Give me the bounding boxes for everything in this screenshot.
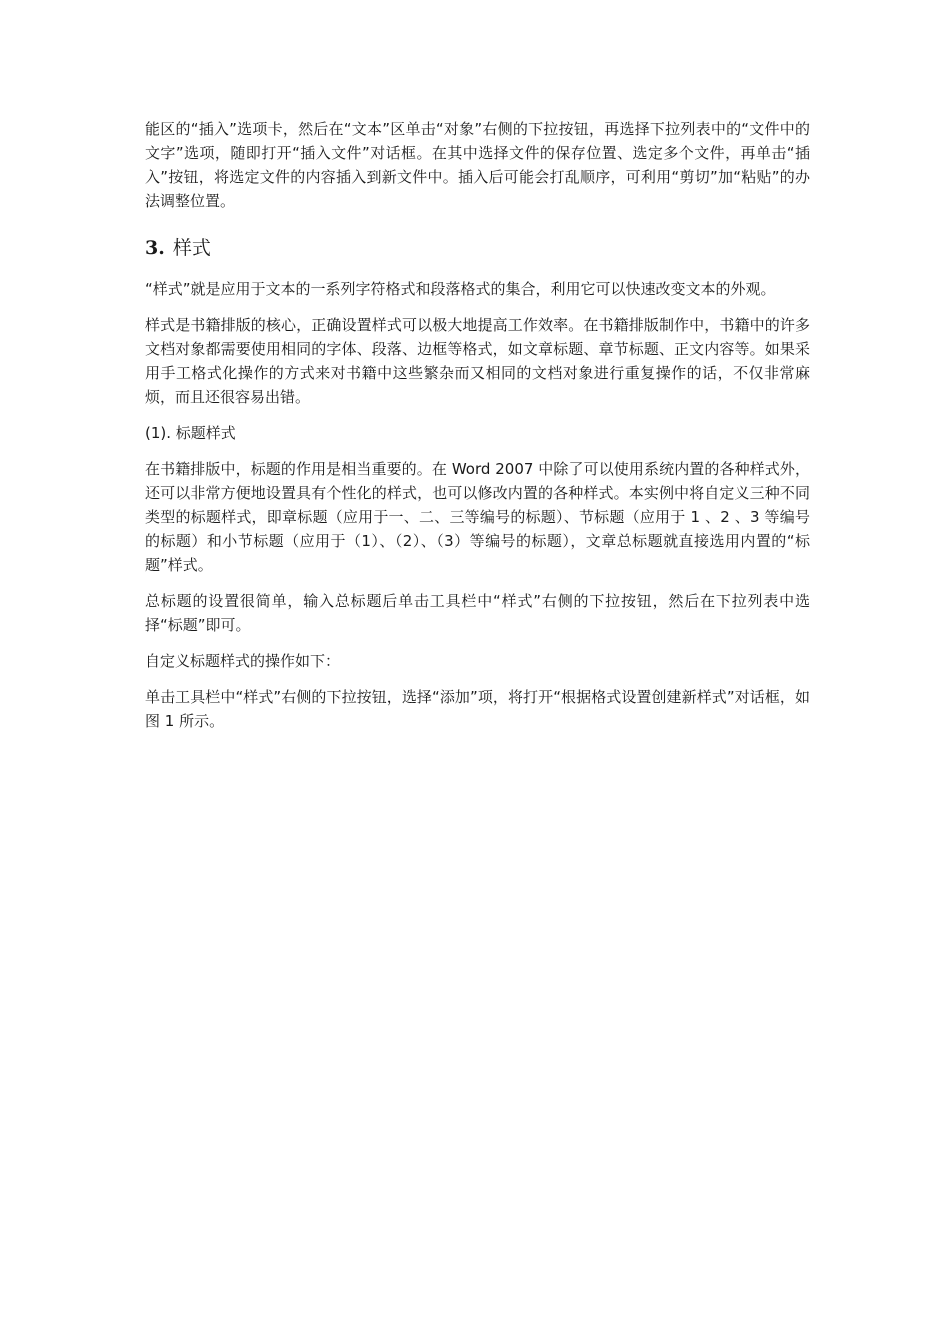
paragraph-main-title: 总标题的设置很简单，输入总标题后单击工具栏中“样式”右侧的下拉按钮，然后在下拉列表中选择“标题”即可。: [145, 592, 810, 634]
paragraph-style-definition: “样式”就是应用于文本的一系列字符格式和段落格式的集合，利用它可以快速改变文本的外观。: [145, 280, 776, 298]
paragraph-custom-intro: 自定义标题样式的操作如下：: [145, 652, 341, 670]
paragraph-custom-step: 单击工具栏中“样式”右侧的下拉按钮，选择“添加”项，将打开“根据格式设置创建新样式”对话框，如图 1 所示。: [145, 688, 810, 730]
paragraph-intro: 能区的“插入”选项卡，然后在“文本”区单击“对象”右侧的下拉按钮，再选择下拉列表中的“文件中的文字”选项，随即打开“插入文件”对话框。在其中选择文件的保存位置、选定多个文件，再单击“插入”按钮，将选定文件的内容插入到新文件中。插入后可能会打乱顺序，可利用“剪切”加“粘贴”的办法调整位置。: [145, 120, 810, 210]
section-title: 样式: [172, 237, 211, 259]
section-heading: [145, 235, 810, 261]
paragraph-style-core: 样式是书籍排版的核心，正确设置样式可以极大地提高工作效率。在书籍排版制作中，书籍中的许多文档对象都需要使用相同的字体、段落、边框等格式，如文章标题、章节标题、正文内容等。如果采用手工格式化操作的方式来对书籍中这些繁杂而又相同的文档对象进行重复操作的话，不仅非常麻烦，而且还很容易出错。: [145, 316, 810, 406]
section-number: 3.: [145, 237, 165, 259]
subsection-title: (1). 标题样式: [145, 424, 236, 442]
document-page: [145, 117, 810, 733]
paragraph-heading-usage: 在书籍排版中，标题的作用是相当重要的。在 Word 2007 中除了可以使用系统内置的各种样式外，还可以非常方便地设置具有个性化的样式，也可以修改内置的各种样式。本实例中将自定义三种不同类型的标题样式，即章标题（应用于一、二、三等编号的标题）、节标题（应用于 1 、2 、3 等编号的标题）和小节标题（应用于（1）、（2）、（3）等编号的标题），文章总标题就直接选用内置的“标题”样式。: [145, 460, 810, 574]
